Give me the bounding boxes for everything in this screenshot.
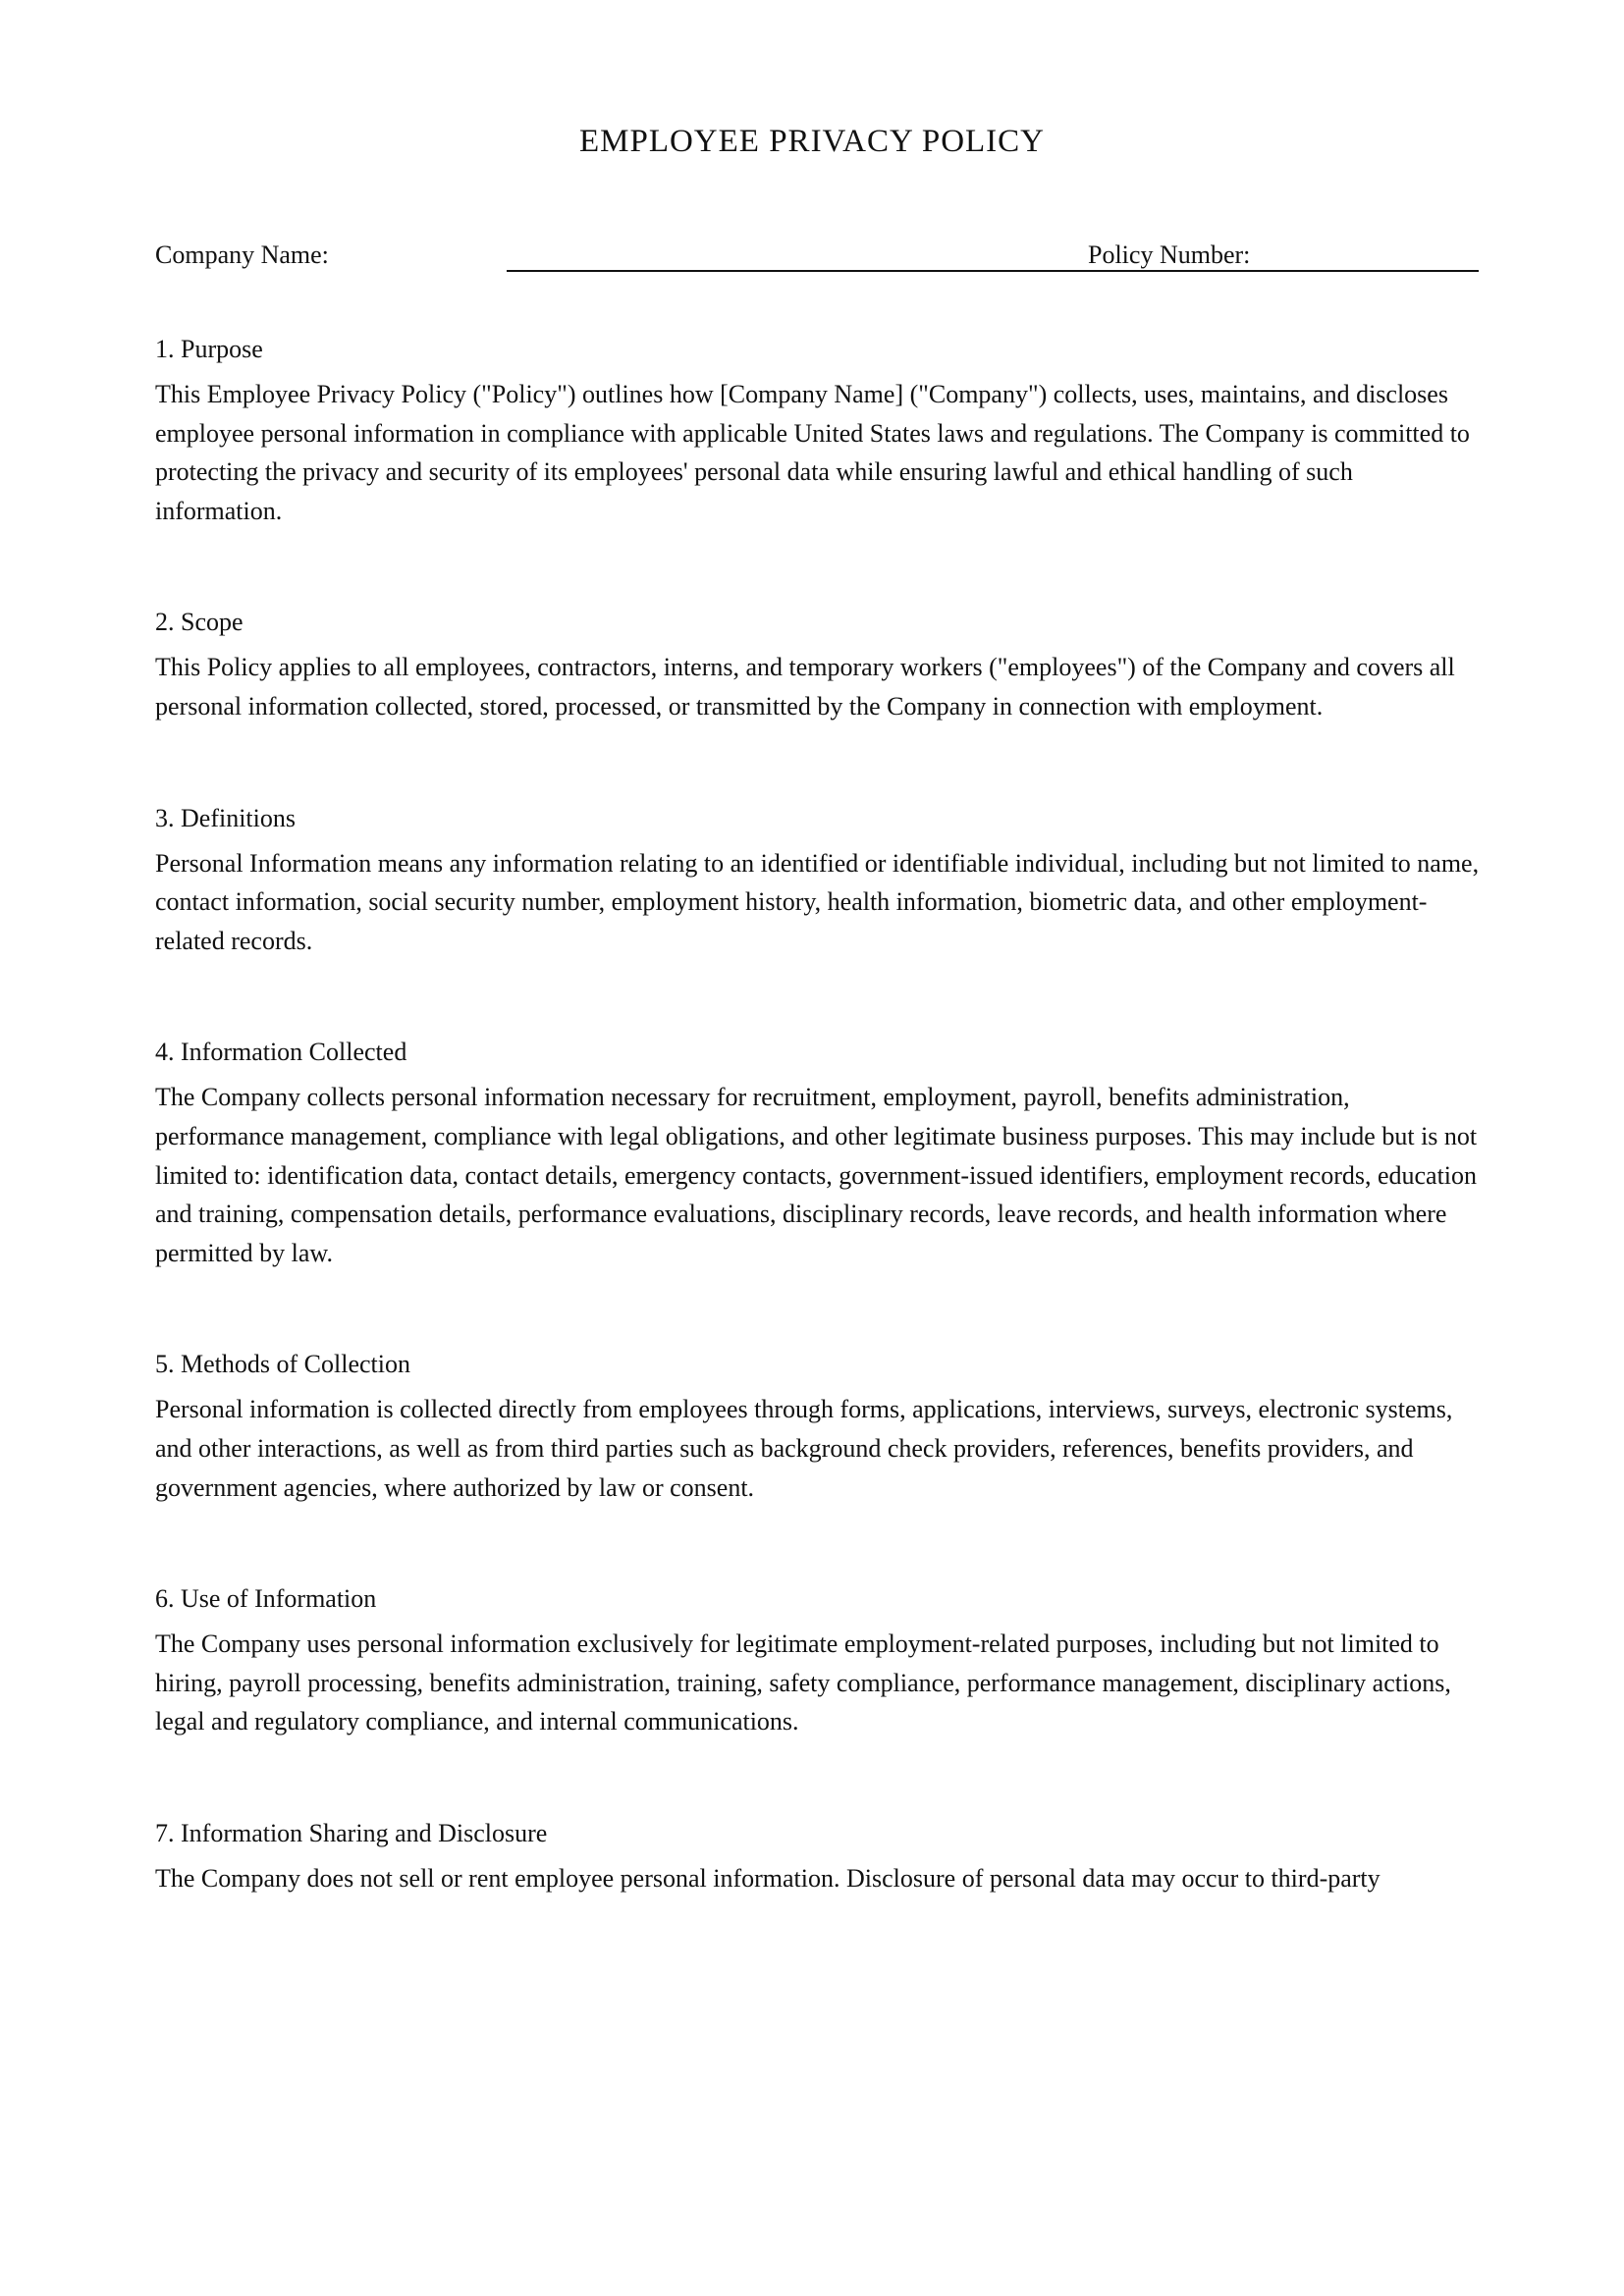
policy-number-label: Policy Number: bbox=[1088, 240, 1251, 269]
page-title: EMPLOYEE PRIVACY POLICY bbox=[578, 124, 1046, 159]
section-scope bbox=[155, 603, 1483, 725]
section-body: Personal Information means any information relating to an identified or identifiable individual, including but not limited to name, contact information, social security number, employment history, health information, biometric data, and other employment-related records. bbox=[155, 848, 1480, 955]
section-heading: 1. Purpose bbox=[155, 335, 263, 363]
section-heading: 7. Information Sharing and Disclosure bbox=[155, 1818, 548, 1847]
section-heading: 2. Scope bbox=[155, 608, 244, 637]
section-use-of-information bbox=[155, 1579, 1483, 1741]
section-body: This Policy applies to all employees, contractors, interns, and temporary workers ("employees") of the Company and covers all personal information collected, stored, processed, or transmitted by the Company in connection with employment. bbox=[155, 653, 1455, 721]
section-purpose bbox=[155, 330, 1483, 530]
policy-content bbox=[155, 330, 1483, 1970]
section-body: The Company does not sell or rent employee personal information. Disclosure of personal data may occur to third-party bbox=[155, 1863, 1380, 1893]
company-name-label: Company Name: bbox=[155, 240, 329, 269]
section-body: The Company collects personal information necessary for recruitment, employment, payroll, benefits administration, performance management, compliance with legal obligations, and other legitimate business purposes. This may include but is not limited to: identification data, contact details, emergency contacts, government-issued identifiers, employment records, education and training, compensation details, performance evaluations, disciplinary records, leave records, and health information where permitted by law. bbox=[155, 1083, 1478, 1267]
section-information-collected bbox=[155, 1033, 1483, 1272]
section-body: This Employee Privacy Policy ("Policy") outlines how [Company Name] ("Company") collects, uses, maintains, and discloses employee personal information in compliance with applicable United States laws and regulations. The Company is committed to protecting the privacy and security of its employees' personal data while ensuring lawful and ethical handling of such information. bbox=[155, 380, 1470, 525]
section-body: Personal information is collected directly from employees through forms, applications, interviews, surveys, electronic systems, and other interactions, as well as from third parties such as background check providers, references, benefits providers, and government agencies, where authorized by law or consent. bbox=[155, 1395, 1453, 1502]
section-information-sharing bbox=[155, 1814, 1483, 1898]
section-heading: 3. Definitions bbox=[155, 803, 296, 832]
section-heading: 6. Use of Information bbox=[155, 1584, 377, 1614]
section-methods-of-collection bbox=[155, 1345, 1483, 1507]
section-heading: 5. Methods of Collection bbox=[155, 1350, 410, 1379]
section-definitions bbox=[155, 799, 1483, 961]
company-name-blank-line bbox=[507, 270, 1479, 272]
section-heading: 4. Information Collected bbox=[155, 1038, 407, 1067]
header-fields bbox=[155, 236, 1479, 275]
section-body: The Company uses personal information exclusively for legitimate employment-related purposes, including but not limited to hiring, payroll processing, benefits administration, training, safety compliance, performance management, disciplinary actions, legal and regulatory compliance, and internal communications. bbox=[155, 1629, 1451, 1736]
